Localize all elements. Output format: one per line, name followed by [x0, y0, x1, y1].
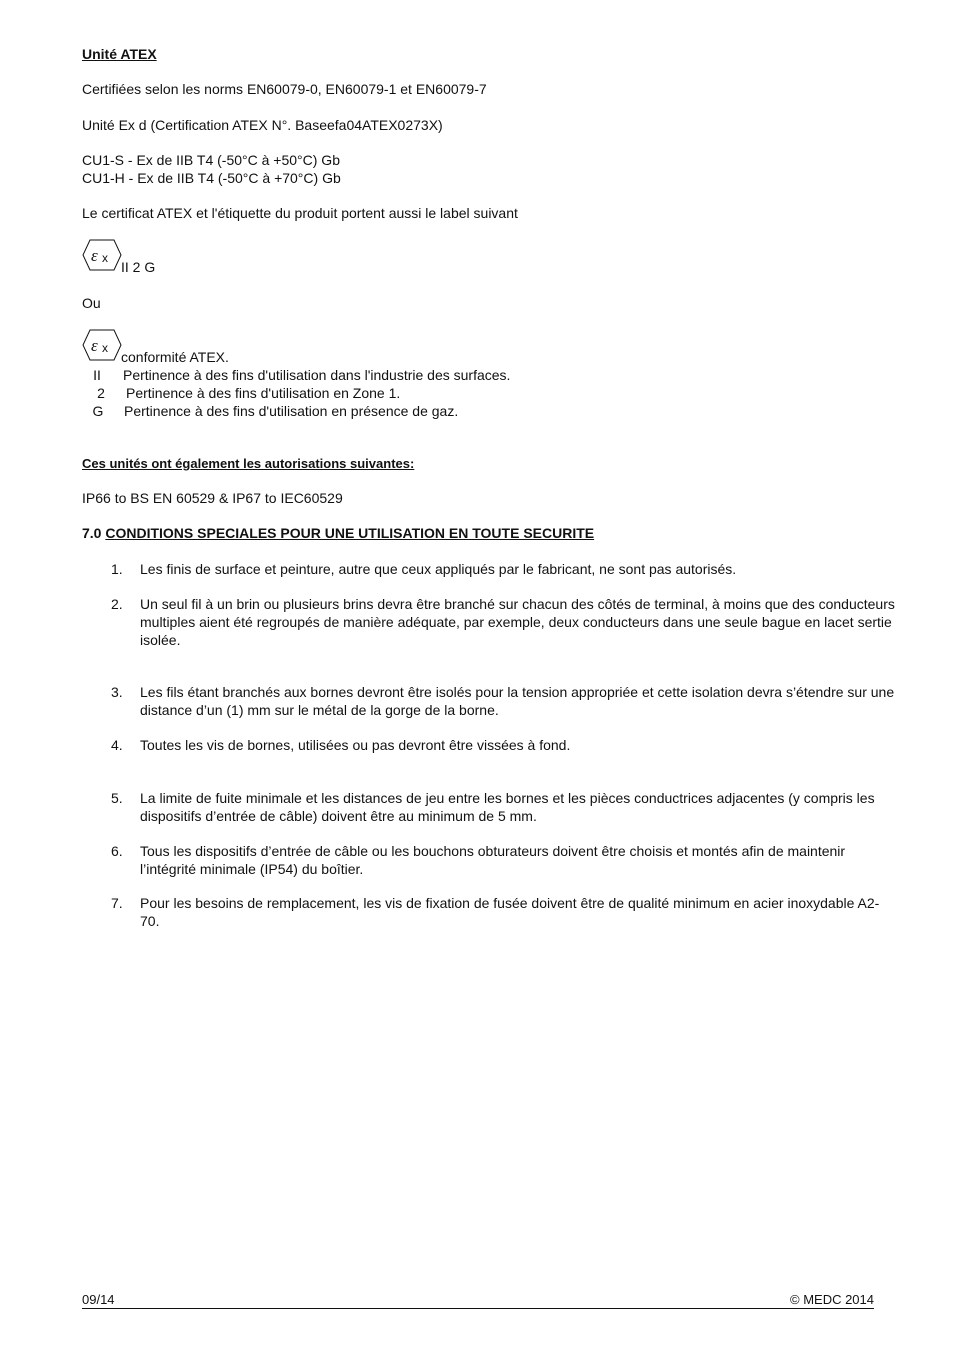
- section-heading-atex: Unité ATEX: [82, 46, 157, 62]
- or-text: Ou: [82, 295, 101, 311]
- cu1s-rating: CU1-S - Ex de IIB T4 (-50°C à +50°C) Gb: [82, 152, 340, 168]
- list-item-number: 2.: [111, 596, 123, 612]
- footer-copyright: © MEDC 2014: [790, 1292, 874, 1307]
- label-ii2g: II 2 G: [121, 259, 156, 275]
- list-item: La limite de fuite minimale et les distances de jeu entre les bornes et les pièces conductrices adjacentes (y compris les dispositifs d’entrée de câble) doivent être au minimum de 5 mm.: [140, 790, 875, 824]
- ex-hexagon-icon: [82, 328, 122, 362]
- list-item-number: 4.: [111, 737, 123, 753]
- legend-code: II: [93, 367, 101, 383]
- list-item: Toutes les vis de bornes, utilisées ou pas devront être vissées à fond.: [140, 737, 571, 753]
- cu1h-rating: CU1-H - Ex de IIB T4 (-50°C à +70°C) Gb: [82, 170, 341, 186]
- legend-code: 2: [97, 385, 105, 401]
- list-item-number: 1.: [111, 561, 123, 577]
- exd-certification: Unité Ex d (Certification ATEX N°. Baseefa04ATEX0273X): [82, 117, 443, 133]
- section-title: [82, 524, 594, 542]
- list-item: Tous les dispositifs d’entrée de câble ou les bouchons obturateurs doivent être choisis et montés afin de maintenir l’intégrité minimale (IP54) du boîtier.: [140, 843, 846, 877]
- list-item-number: 5.: [111, 790, 123, 806]
- list-item-number: 6.: [111, 843, 123, 859]
- legend-text: Pertinence à des fins d'utilisation dans l'industrie des surfaces.: [123, 367, 511, 383]
- list-item: Les finis de surface et peinture, autre que ceux appliqués par le fabricant, ne sont pas autorisés.: [140, 561, 737, 577]
- label-intro: Le certificat ATEX et l'étiquette du produit portent aussi le label suivant: [82, 205, 518, 221]
- list-item-number: 3.: [111, 684, 123, 700]
- section-number: 7.0: [82, 525, 102, 541]
- svg-text:ε: ε: [91, 336, 98, 355]
- ex-hexagon-icon: [82, 238, 122, 272]
- authorizations-heading: Ces unités ont également les autorisations suivantes:: [82, 456, 415, 471]
- list-item-number: 7.: [111, 895, 123, 911]
- svg-text:x: x: [102, 341, 108, 355]
- list-item: Pour les besoins de remplacement, les vis de fixation de fusée doivent être de qualité minimum en acier inoxydable A2-70.: [140, 895, 880, 929]
- ip-rating: IP66 to BS EN 60529 & IP67 to IEC60529: [82, 490, 343, 506]
- label-conformite: conformité ATEX.: [121, 349, 229, 365]
- legend-text: Pertinence à des fins d'utilisation en Zone 1.: [126, 385, 401, 401]
- footer-divider: [82, 1308, 874, 1309]
- svg-text:ε: ε: [91, 246, 98, 265]
- list-item: Un seul fil à un brin ou plusieurs brins devra être branché sur chacun des côtés de terminal, à moins que des conducteurs multiples aient été regroupés de manière adéquate, par exemple, deux conducteurs dans une seule bague en lacet sertie isolée.: [140, 596, 895, 648]
- legend-text: Pertinence à des fins d'utilisation en présence de gaz.: [124, 403, 459, 419]
- svg-text:x: x: [102, 251, 108, 265]
- legend-code: G: [92, 403, 104, 419]
- footer-date: 09/14: [82, 1292, 115, 1307]
- list-item: Les fils étant branchés aux bornes devront être isolés pour la tension appropriée et cette isolation devra s’étendre sur une distance d’un (1) mm sur le métal de la gorge de la borne.: [140, 684, 895, 718]
- section-title-text: CONDITIONS SPECIALES POUR UNE UTILISATION EN TOUTE SECURITE: [105, 525, 595, 541]
- certification-norms: Certifiées selon les norms EN60079-0, EN60079-1 et EN60079-7: [82, 81, 487, 97]
